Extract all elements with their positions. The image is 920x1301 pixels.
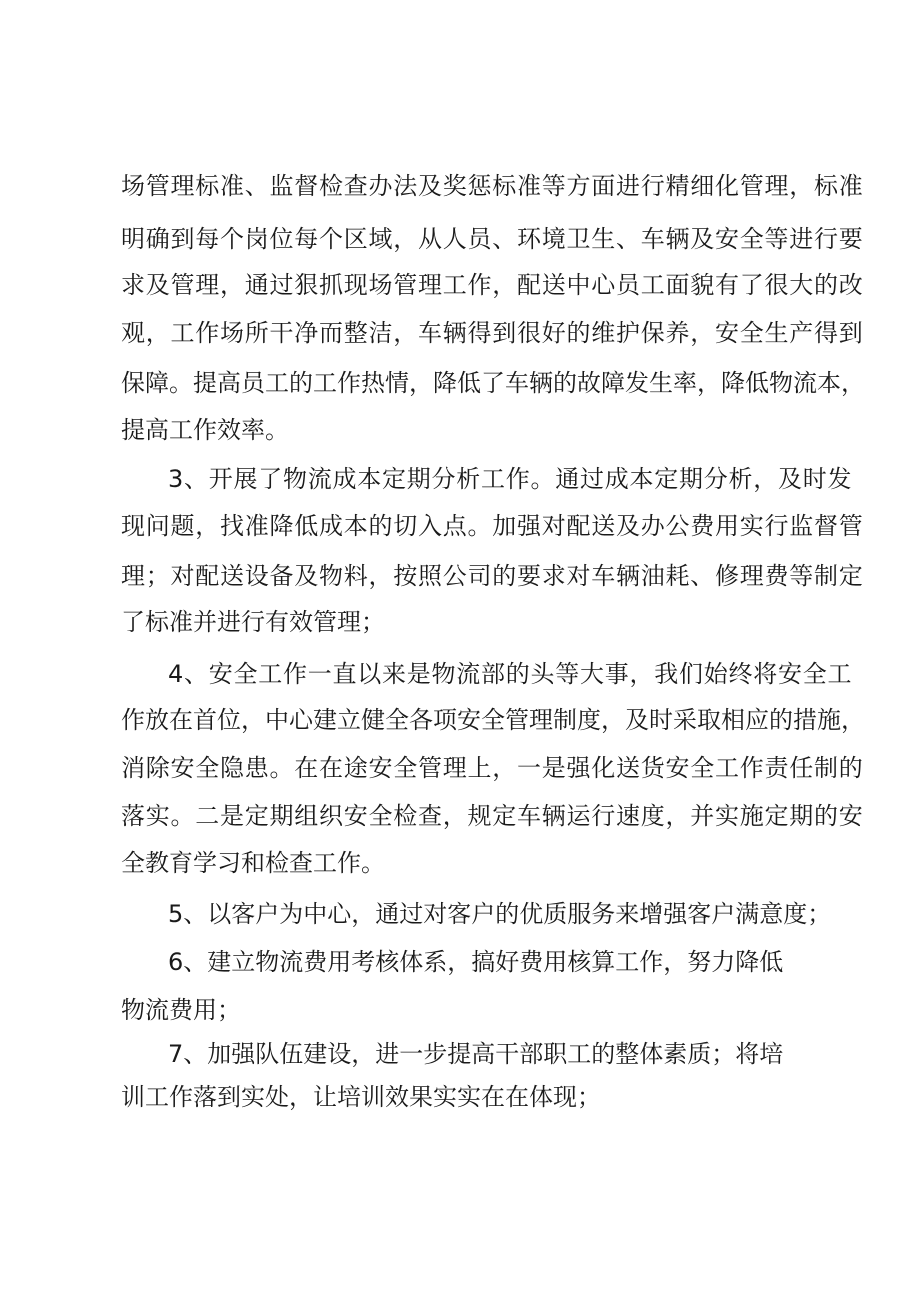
paragraph-5-line-2: 物流费用； <box>121 996 241 1024</box>
paragraph-1-line-3: 求及管理，通过狠抓现场管理工作，配送中心员工面貌有了很大的改 <box>121 271 864 299</box>
paragraph-2-line-1: 3、开展了物流成本定期分析工作。通过成本定期分析，及时发 <box>168 465 853 493</box>
paragraph-5-line-1: 6、建立物流费用考核体系，搞好费用核算工作，努力降低 <box>168 948 784 976</box>
paragraph-6-line-2: 训工作落到实处，让培训效果实实在在体现； <box>121 1083 601 1111</box>
paragraph-1-line-2: 明确到每个岗位每个区域，从人员、环境卫生、车辆及安全等进行要 <box>121 225 864 253</box>
paragraph-6-line-1: 7、加强队伍建设，进一步提高干部职工的整体素质；将培 <box>168 1040 784 1068</box>
paragraph-3-line-5: 全教育学习和检查工作。 <box>121 849 385 877</box>
paragraph-3-line-1: 4、安全工作一直以来是物流部的头等大事，我们始终将安全工 <box>168 660 853 688</box>
paragraph-1-line-6: 提高工作效率。 <box>121 416 289 444</box>
paragraph-1-line-4: 观，工作场所干净而整洁，车辆得到很好的维护保养，安全生产得到 <box>121 319 864 347</box>
paragraph-2-line-3: 理；对配送设备及物料，按照公司的要求对车辆油耗、修理费等制定 <box>121 562 864 590</box>
paragraph-3-line-4: 落实。二是定期组织安全检查，规定车辆运行速度，并实施定期的安 <box>121 802 864 830</box>
paragraph-3-line-3: 消除安全隐患。在在途安全管理上，一是强化送货安全工作责任制的 <box>121 754 864 782</box>
paragraph-2-line-4: 了标准并进行有效管理； <box>121 608 385 636</box>
paragraph-1-line-1: 场管理标准、监督检查办法及奖惩标准等方面进行精细化管理，标准 <box>121 172 864 200</box>
paragraph-1-line-5: 保障。提高员工的工作热情，降低了车辆的故障发生率，降低物流本， <box>121 369 865 397</box>
paragraph-3-line-2: 作放在首位，中心建立健全各项安全管理制度，及时采取相应的措施， <box>121 706 865 734</box>
paragraph-2-line-2: 现问题，找准降低成本的切入点。加强对配送及办公费用实行监督管 <box>121 512 864 540</box>
paragraph-4-line-1: 5、以客户为中心，通过对客户的优质服务来增强客户满意度； <box>168 900 832 928</box>
